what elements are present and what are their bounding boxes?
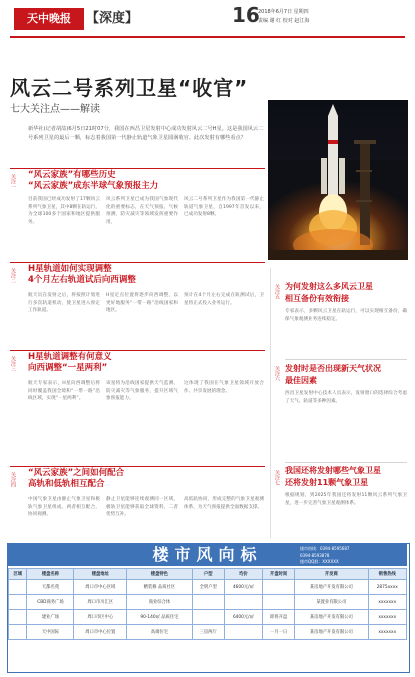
table-cell (9, 595, 27, 610)
table-row (9, 625, 407, 640)
col-header: 户型 (192, 569, 224, 580)
table-cell: 2875xxxx (368, 580, 407, 595)
ad-hotline: 楼市热线：0394-8595687 (300, 546, 350, 551)
table-cell (9, 625, 27, 640)
table-cell: 天中国际 (27, 625, 74, 640)
section-tag: 关注三 (10, 356, 16, 371)
table-cell: 三房两厅 (192, 625, 224, 640)
col-header: 楼盘地址 (74, 569, 127, 580)
table-cell (263, 580, 295, 595)
table-row (9, 580, 407, 595)
page-number: 16 (232, 3, 260, 27)
col-header: 开盘时间 (263, 569, 295, 580)
issue-date: 2018年6月7日 星期四 (258, 9, 309, 15)
table-cell: 6400元/㎡ (224, 610, 262, 625)
table-cell: 建业广场 (27, 610, 74, 625)
section-divider (10, 262, 265, 263)
table-header-row (9, 569, 407, 580)
section-body-col: 静止卫星能够连续观测同一区域，极轨卫星能够获取全球资料，二者优势互补。 (106, 497, 178, 518)
section-subtitle: 相互备份有效衔接 (285, 294, 349, 303)
section-title: 我国还将发射哪些气象卫星 (285, 466, 381, 475)
rocket-launch-photo (268, 100, 408, 260)
table-cell: 某房地产开发有限公司 (295, 580, 368, 595)
newspaper-logo: 天中晚报 (14, 8, 84, 30)
table-cell: 商业综合体 (127, 595, 192, 610)
section-body: 根据规划，到2025年我国还将发射11颗风云系列气象卫星，进一步完善气象卫星观测体系。 (285, 493, 407, 506)
table-cell: 精装修 品质社区 (127, 580, 192, 595)
section-body-col: H星定点位置将逐步向西调整，以更好地服务“一带一路”沿线国家和地区。 (106, 293, 178, 314)
section-tag: 关注一 (10, 174, 16, 189)
masthead-divider (10, 36, 405, 38)
section-subtitle: 4个月左右轨道试后向西调整 (28, 275, 136, 285)
section-divider (10, 350, 265, 351)
section-name: 【深度】 (86, 11, 139, 26)
section-body-col: 航天专家表示，H星向西调整后将同时覆盖我国全境和“一带一路”沿线区域，实现“一星两利”。 (28, 381, 100, 402)
ad-hotline-2: 0394-8593878 (300, 553, 330, 558)
table-cell (9, 580, 27, 595)
section-divider (10, 466, 265, 467)
item-divider (285, 359, 407, 360)
section-title: 为何发射这么多风云卫星 (285, 282, 373, 291)
col-header: 均价 (224, 569, 262, 580)
section-divider (10, 168, 265, 169)
section-body-col: 中国气象卫星由静止气象卫星和极轨气象卫星组成，两者相互配合，协同观测。 (28, 497, 100, 518)
col-header: 楼盘特色 (127, 569, 192, 580)
section-tag: 关注七 (274, 470, 280, 485)
table-cell: 90-140㎡ 品质住宅 (127, 610, 192, 625)
section-title: H星轨道调整有何意义 (28, 352, 112, 362)
section-subtitle: “风云家族”成东半球气象预报主力 (28, 181, 159, 191)
table-cell (224, 595, 262, 610)
table-cell: 周口市川汇区 (74, 595, 127, 610)
section-subtitle: 还将发射11颗气象卫星 (285, 478, 369, 487)
section-body-col: 风云系列卫星已成为我国气象现代化的重要标志，在天气预报、气候预测、防灾减灾等领域发挥重要作用。 (106, 197, 178, 225)
ad-qq-group: 楼市QQ群：XXXXXX (300, 559, 339, 564)
table-cell (192, 595, 224, 610)
section-title: H星轨道如何实现调整 (28, 264, 112, 274)
table-cell: 周口市中心位置 (74, 625, 127, 640)
col-header: 销售热线 (368, 569, 407, 580)
table-row (9, 610, 407, 625)
section-tag: 关注二 (10, 268, 16, 283)
section-subtitle: 向西调整“一星两利” (28, 363, 108, 373)
table-cell (192, 610, 224, 625)
ad-table-wrap (8, 568, 407, 640)
section-tag: 关注四 (10, 472, 16, 487)
table-cell (263, 595, 295, 610)
article-subhead: 七大关注点——解读 (10, 104, 100, 115)
table-cell: 一月一日 (263, 625, 295, 640)
section-body-col: 这体现了我国在气象卫星领域开放合作、共享发展的理念。 (184, 381, 264, 394)
section-body: 西昌卫星发射中心技术人员表示，发射窗口的选择综合考虑了天气、轨道等多种因素。 (285, 391, 407, 404)
table-cell: xxxxxxx (368, 610, 407, 625)
item-divider (285, 462, 407, 463)
table-cell: 某置业有限公司 (295, 595, 368, 610)
column-divider (270, 268, 271, 538)
article-intro: 新华社(记者胡喆)6月5日21时07分，我国在西昌卫星发射中心成功发射风云二号H星。这是我国风云二号系列卫星的最后一颗，标志着我国第一代静止轨道气象卫星圆满收官。此次发射有哪些看点？ (28, 126, 264, 141)
article-headline: 风云二号系列卫星“收官” (10, 76, 249, 100)
property-table (8, 568, 407, 640)
section-body: 专家表示，多颗风云卫星在轨运行，可以实现相互备份，确保气象观测业务连续稳定。 (285, 309, 407, 322)
section-subtitle: 高轨和低轨相互配合 (28, 479, 105, 489)
table-cell: 4600元/㎡ (224, 580, 262, 595)
section-body-col: 高低轨协同，形成完整的气象卫星观测体系，为天气预报提供全面数据支撑。 (184, 497, 264, 510)
table-cell: CBD商务广场 (27, 595, 74, 610)
table-cell: 即将开盘 (263, 610, 295, 625)
masthead (0, 0, 415, 62)
editor-line: 责编 谢 红 校对 赵江海 (258, 18, 310, 24)
table-cell (224, 625, 262, 640)
section-body-col: 该星将为沿线国家提供天气监测、防灾减灾等气象服务，提升区域气象预报能力。 (106, 381, 178, 402)
col-header: 区域 (9, 569, 27, 580)
section-title: “风云家族”有哪些历史 (28, 170, 116, 180)
table-row (9, 595, 407, 610)
section-body-col: 航天员在发射之后，将按照计划进行多次轨道机动，使卫星进入预定工作轨道。 (28, 293, 100, 314)
section-tag: 关注五 (274, 284, 280, 299)
section-title: “风云家族”之间如何配合 (28, 468, 125, 478)
col-header: 开发商 (295, 569, 368, 580)
table-cell: 周口市中心区域 (74, 580, 127, 595)
table-cell (9, 610, 27, 625)
ad-title: 楼市风向标 (152, 545, 263, 564)
table-cell: xxxxxxx (368, 625, 407, 640)
section-tag: 关注六 (274, 366, 280, 381)
section-subtitle: 最佳因素 (285, 376, 317, 385)
col-header: 楼盘名称 (27, 569, 74, 580)
section-body-col: 预计在4个月左右完成在轨测试后，卫星将正式投入业务运行。 (184, 293, 264, 306)
section-body-col: 目前我国已经成功发射了17颗风云系列气象卫星，其中8颗在轨运行，为全球100多个国家和地区提供服务。 (28, 197, 100, 225)
table-cell: 全明户型 (192, 580, 224, 595)
table-cell: 周口市区中心 (74, 610, 127, 625)
table-cell: 高端住宅 (127, 625, 192, 640)
section-body-col: 风云二号系列卫星作为我国第一代静止轨道气象卫星，自1997年首发以来，已成功发射8颗。 (184, 197, 264, 218)
table-cell: xxxxxxx (368, 595, 407, 610)
section-title: 发射时是否出现新天气状况 (285, 364, 381, 373)
table-cell: 天都名苑 (27, 580, 74, 595)
table-cell: 某房地产开发有限公司 (295, 625, 368, 640)
table-cell: 某房地产开发有限公司 (295, 610, 368, 625)
